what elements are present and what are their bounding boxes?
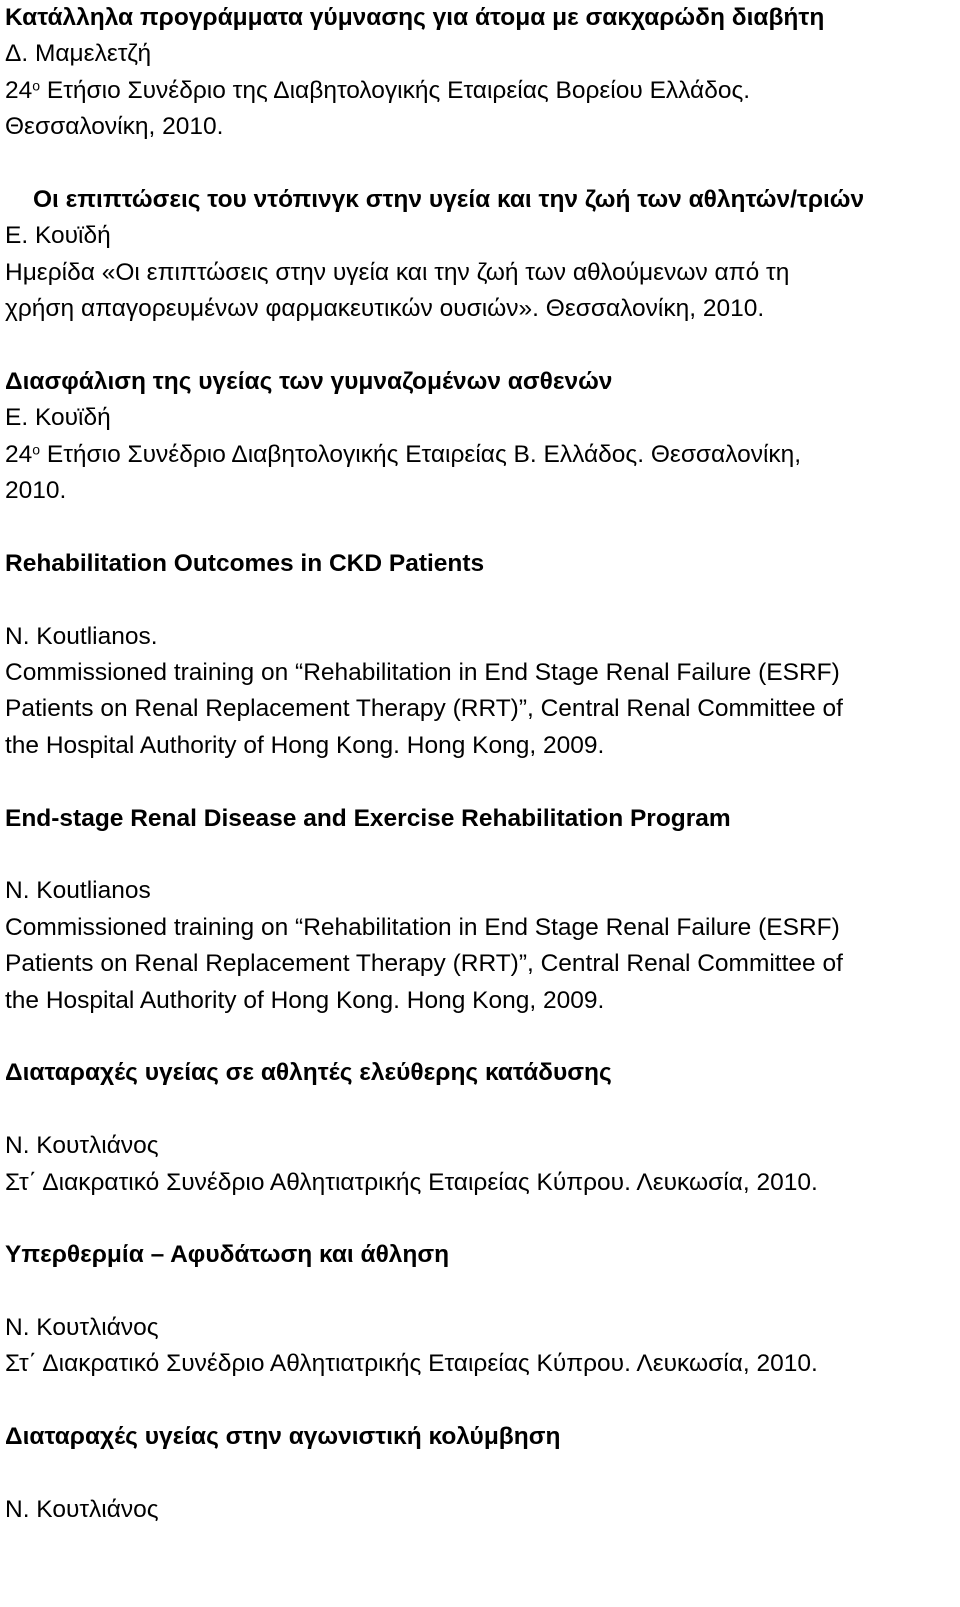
entry-venue-line bbox=[5, 73, 945, 109]
entry-venue-line: Ημερίδα «Οι επιπτώσεις στην υγεία και την ζωή των αθλούμενων από τη bbox=[5, 258, 790, 286]
entry-venue-line: 2010. bbox=[5, 477, 67, 505]
entry-title: Διαταραχές υγείας σε αθλητές ελεύθερης κατάδυσης bbox=[5, 1059, 612, 1087]
entry-venue-line: Commissioned training on “Rehabilitation in End Stage Renal Failure (ESRF) bbox=[5, 659, 840, 687]
publication-entry bbox=[5, 801, 945, 1019]
venue-text: Ετήσιο Συνέδριο της Διαβητολογικής Εταιρείας Βορείου Ελλάδος. bbox=[46, 76, 751, 104]
venue-number: 24 bbox=[5, 76, 33, 104]
venue-text: Ετήσιο Συνέδριο Διαβητολογικής Εταιρείας Β. Ελλάδος. Θεσσαλονίκη, bbox=[46, 440, 802, 468]
venue-ordinal: ο bbox=[32, 77, 41, 94]
entry-title: Rehabilitation Outcomes in CKD Patients bbox=[5, 549, 485, 577]
entry-author: N. Koutlianos. bbox=[5, 622, 158, 650]
entry-title: Οι επιπτώσεις του ντόπινγκ στην υγεία και την ζωή των αθλητών/τριών bbox=[33, 185, 865, 213]
publication-entry bbox=[5, 182, 945, 328]
publication-entry bbox=[5, 546, 945, 764]
venue-number: 24 bbox=[5, 440, 33, 468]
entry-author: Ν. Κουτλιάνος bbox=[5, 1496, 159, 1524]
publication-entry bbox=[5, 0, 945, 146]
entry-author: Ν. Κουτλιάνος bbox=[5, 1314, 159, 1342]
entry-venue-line: the Hospital Authority of Hong Kong. Hong Kong, 2009. bbox=[5, 986, 605, 1014]
publication-entry bbox=[5, 1237, 945, 1383]
publication-entry bbox=[5, 1055, 945, 1201]
entry-venue-line: Commissioned training on “Rehabilitation in End Stage Renal Failure (ESRF) bbox=[5, 913, 840, 941]
publication-entry bbox=[5, 1419, 945, 1528]
entry-author: Δ. Μαμελετζή bbox=[5, 40, 152, 68]
entry-author: N. Koutlianos bbox=[5, 877, 151, 905]
entry-venue-line: Patients on Renal Replacement Therapy (RRT)”, Central Renal Committee of bbox=[5, 950, 843, 978]
entry-venue-line: χρήση απαγορευμένων φαρμακευτικών ουσιών». Θεσσαλονίκη, 2010. bbox=[5, 295, 765, 323]
entry-venue-line: Θεσσαλονίκη, 2010. bbox=[5, 113, 224, 141]
entry-title: Κατάλληλα προγράμματα γύμνασης για άτομα με σακχαρώδη διαβήτη bbox=[5, 4, 825, 31]
entry-title: Διαταραχές υγείας στην αγωνιστική κολύμβηση bbox=[5, 1423, 561, 1451]
entry-author: Ν. Κουτλιάνος bbox=[5, 1132, 159, 1160]
entry-author: Ε. Κουϊδή bbox=[5, 222, 111, 250]
entry-author: Ε. Κουϊδή bbox=[5, 404, 111, 432]
entry-title: Διασφάλιση της υγείας των γυμναζομένων ασθενών bbox=[5, 367, 613, 395]
document-page bbox=[5, 0, 945, 1528]
entry-title: Υπερθερμία – Αφυδάτωση και άθληση bbox=[5, 1241, 450, 1269]
entry-venue-line: Στ΄ Διακρατικό Συνέδριο Αθλητιατρικής Εταιρείας Κύπρου. Λευκωσία, 2010. bbox=[5, 1350, 818, 1378]
venue-ordinal: ο bbox=[32, 441, 41, 457]
entry-venue-line: Patients on Renal Replacement Therapy (RRT)”, Central Renal Committee of bbox=[5, 695, 843, 723]
entry-venue-line: the Hospital Authority of Hong Kong. Hong Kong, 2009. bbox=[5, 731, 605, 759]
publication-entry bbox=[5, 364, 945, 510]
entry-venue-line bbox=[5, 437, 945, 473]
entry-venue-line: Στ΄ Διακρατικό Συνέδριο Αθλητιατρικής Εταιρείας Κύπρου. Λευκωσία, 2010. bbox=[5, 1168, 818, 1196]
entry-title: End-stage Renal Disease and Exercise Rehabilitation Program bbox=[5, 804, 731, 832]
